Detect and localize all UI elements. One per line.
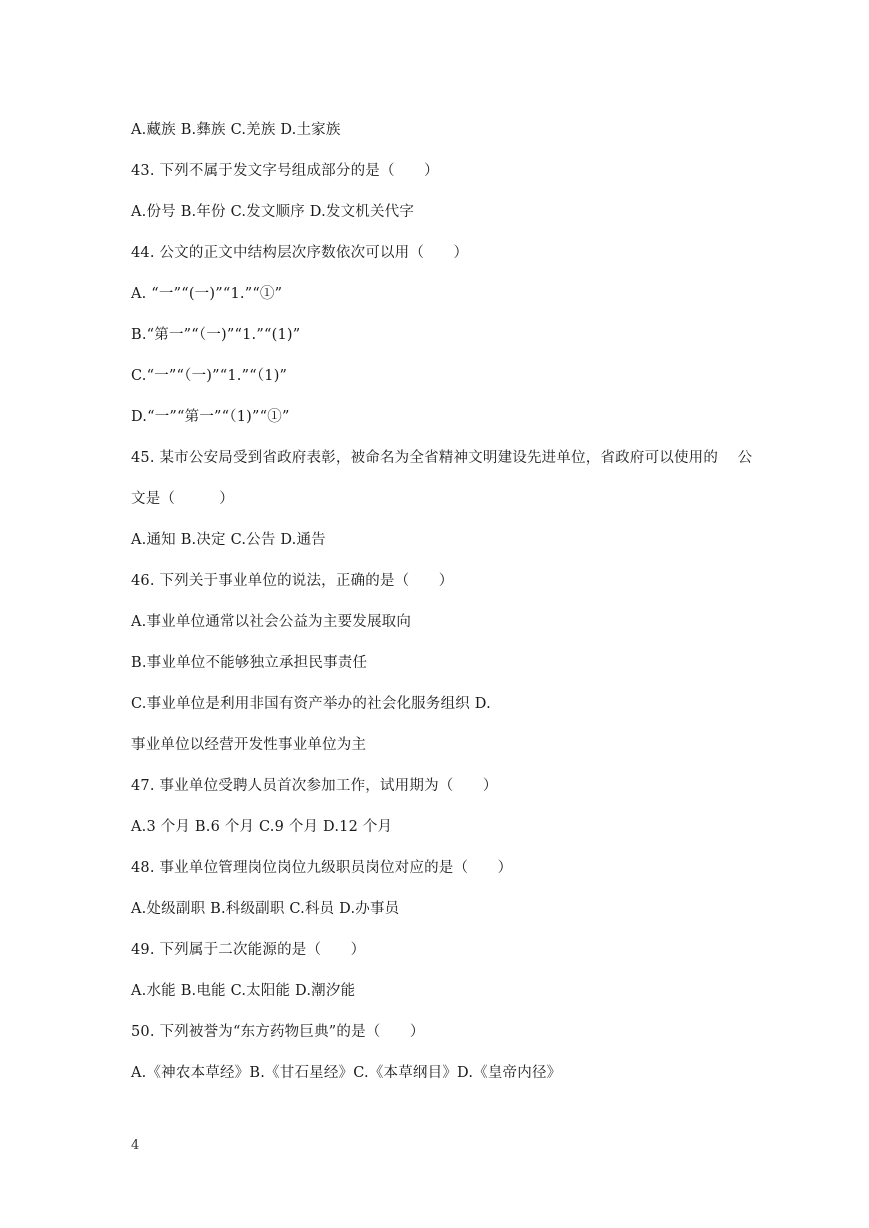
question-48: 48. 事业单位管理岗位岗位九级职员岗位对应的是（ ） [131, 860, 513, 876]
answer-option-44-a: A. “一”“(一)”“1.”“①” [131, 286, 283, 302]
answer-options-48: A.处级副职 B.科级副职 C.科员 D.办事员 [131, 901, 400, 917]
question-50: 50. 下列被誉为“东方药物巨典”的是（ ） [131, 1024, 425, 1040]
question-43: 43. 下列不属于发文字号组成部分的是（ ） [131, 163, 439, 179]
question-47: 47. 事业单位受聘人员首次参加工作，试用期为（ ） [131, 778, 498, 794]
question-46: 46. 下列关于事业单位的说法，正确的是（ ） [131, 573, 454, 589]
answer-options-45: A.通知 B.决定 C.公告 D.通告 [131, 532, 326, 548]
question-49: 49. 下列属于二次能源的是（ ） [131, 942, 366, 958]
question-45-line-2: 文是（ ） [131, 491, 234, 507]
answer-option-46-d: 事业单位以经营开发性事业单位为主 [131, 737, 367, 753]
answer-option-44-d: D.“一”“第一”“（1)”“①” [131, 409, 290, 425]
answer-option-44-b: B.“第一”“（一)”“1.”“(1)” [131, 327, 301, 343]
answer-options-47: A.3 个月 B.6 个月 C.9 个月 D.12 个月 [131, 819, 393, 835]
answer-option-46-c: C.事业单位是利用非国有资产举办的社会化服务组织 D. [131, 696, 491, 712]
question-45-line-1: 45. 某市公安局受到省政府表彰，被命名为全省精神文明建设先进单位，省政府可以使用的 公 [131, 450, 753, 466]
answer-options-50: A.《神农本草经》B.《甘石星经》C.《本草纲目》D.《皇帝内径》 [131, 1065, 562, 1081]
answer-options-43: A.份号 B.年份 C.发文顺序 D.发文机关代字 [131, 204, 415, 220]
answer-options-49: A.水能 B.电能 C.太阳能 D.潮汐能 [131, 983, 356, 999]
answer-option-44-c: C.“一”“（一)”“1.”“（1)” [131, 368, 288, 384]
answer-option-46-a: A.事业单位通常以社会公益为主要发展取向 [131, 614, 412, 630]
answer-option-46-b: B.事业单位不能够独立承担民事责任 [131, 655, 368, 671]
question-44: 44. 公文的正文中结构层次序数依次可以用（ ） [131, 245, 469, 261]
page-number: 4 [131, 1138, 140, 1153]
answer-options-42: A.藏族 B.彝族 C.羌族 D.土家族 [131, 122, 341, 138]
